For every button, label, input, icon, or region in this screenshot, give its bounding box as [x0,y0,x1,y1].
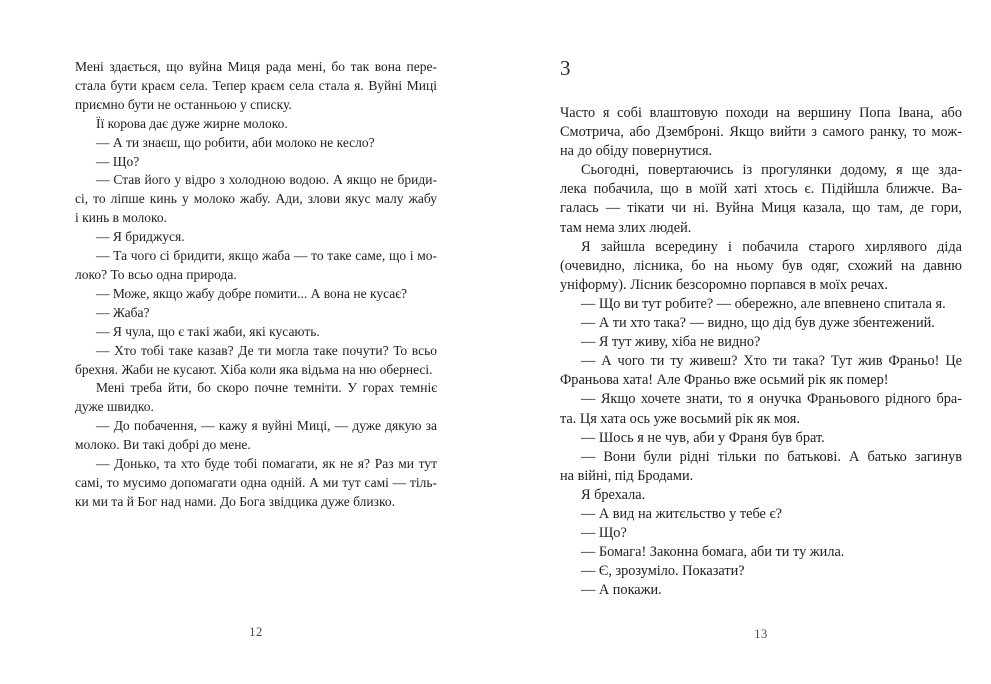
text-line: — Я тут живу, хіба не видно? [581,334,761,351]
text-line: — Хто тобі таке казав? Де ти могла таке почути? То всьо [96,342,437,358]
text-line: — А вид на житєльство у тебе є? [581,505,782,522]
text-line: там нема злих людей. [560,219,692,236]
page-left [75,58,437,658]
text-line: — Я бриджуся. [96,229,185,245]
text-line: брехня. Жаби не кусают. Хіба коли яка відьма на ню обернесі. [75,361,433,377]
text-line: — Бомага! Законна бомага, аби ти ту жила. [581,544,845,561]
text-line: локо? То всьо одна природа. [75,266,237,282]
text-line: Мені треба йти, бо скоро почне темніти. У горах темніє [96,380,437,396]
text-line: приємно бути не останньою у списку. [75,96,292,112]
text-line: — Якщо хочете знати, то я онучка Франьового рідного бра- [581,391,962,408]
text-line: — Шось я не чув, аби у Франя був брат. [581,429,825,446]
text-line: лека побачила, що в моїй хаті хтось є. Підійшла ближче. Ва- [560,181,962,198]
text-line: — Я чула, що є такі жаби, які кусають. [96,323,320,339]
text-line: Сьогодні, повертаючись із прогулянки додому, я ще зда- [581,162,962,179]
text-line: молоко. Ви такі добрі до мене. [75,437,251,453]
text-line: — Та чого сі бридити, якщо жаба — то таке саме, що і мо- [96,248,437,264]
text-line: галась — тікати чи ні. Вуйна Миця казала, що там, де гори, [560,200,962,217]
text-line: Її корова дає дуже жирне молоко. [96,115,288,131]
text-line: — До побачення, — кажу я вуйні Миці, — дуже дякую за [96,418,437,434]
text-line: і кинь в молоко. [75,210,168,226]
text-line: стала бути краєм села. Тепер краєм села стала я. Вуйні Миці [75,77,437,93]
text-line: — А ти хто така? — видно, що дід був дуже збентежений. [581,315,935,332]
text-line: ки ми та й Бог над нами. До Бога звідцика дуже близко. [75,493,395,509]
text-line: та. Ця хата ось уже восьмий рік як моя. [560,410,800,427]
page-right [560,56,962,658]
text-line: уніформу). Лісник безсоромно порпався в моїх речах. [560,276,888,293]
chapter-number-heading: 3 [560,56,571,80]
text-line: — Є, зрозуміло. Показати? [581,563,745,580]
text-line: Я зайшла всередину і побачила старого хирлявого діда [581,238,962,255]
text-line: Часто я собі влаштовую походи на вершину Попа Івана, або [560,105,962,121]
text-line: — А чого ти ту живеш? Хто ти така? Тут жив Франьо! Це [581,353,962,370]
text-line: — Жаба? [96,304,150,320]
text-line: — Що? [96,153,140,169]
text-line: Я брехала. [581,486,646,503]
text-line: — Вони були рідні тільки по батькові. А батько загинув [581,448,962,465]
text-line: на війні, під Бродами. [560,467,694,484]
text-line: — Що ви тут робите? — обережно, але впевнено спитала я. [581,295,946,312]
text-line: — Став його у відро з холодною водою. А якщо не бриди- [96,172,437,188]
page-left-text [75,58,437,512]
text-line: на до обіду повернутися. [560,143,713,160]
text-line: (очевидно, лісника, бо на ньому був одяг, схожий на давню [560,257,962,274]
page-number-left: 12 [249,625,263,639]
text-line: — Може, якщо жабу добре помити... А вона не кусає? [96,285,408,301]
text-line: — Донько, та хто буде тобі помагати, як не я? Раз ми тут [96,456,437,472]
text-line: — Що? [581,525,627,542]
text-line: самі, то мусимо допомагати одна одній. А ми тут самі — тіль- [75,474,437,490]
text-line: Мені здається, що вуйна Миця рада мені, бо так вона пере- [75,59,437,74]
page-number-right: 13 [754,627,768,641]
text-line: Смотрича, або Дземброні. Якщо вийти з самого ранку, то мож- [560,124,962,141]
text-line: дуже швидко. [75,399,154,415]
text-line: — А покажи. [581,582,662,599]
text-line: — А ти знаєш, що робити, аби молоко не кесло? [96,134,375,150]
text-line: Франьова хата! Але Франьо вже осьмий рік як помер! [560,372,889,389]
page-right-text [560,104,962,600]
text-line: сі, то ліпше кинь у молоко жабу. Ади, злови якус малу жабу [75,191,437,207]
